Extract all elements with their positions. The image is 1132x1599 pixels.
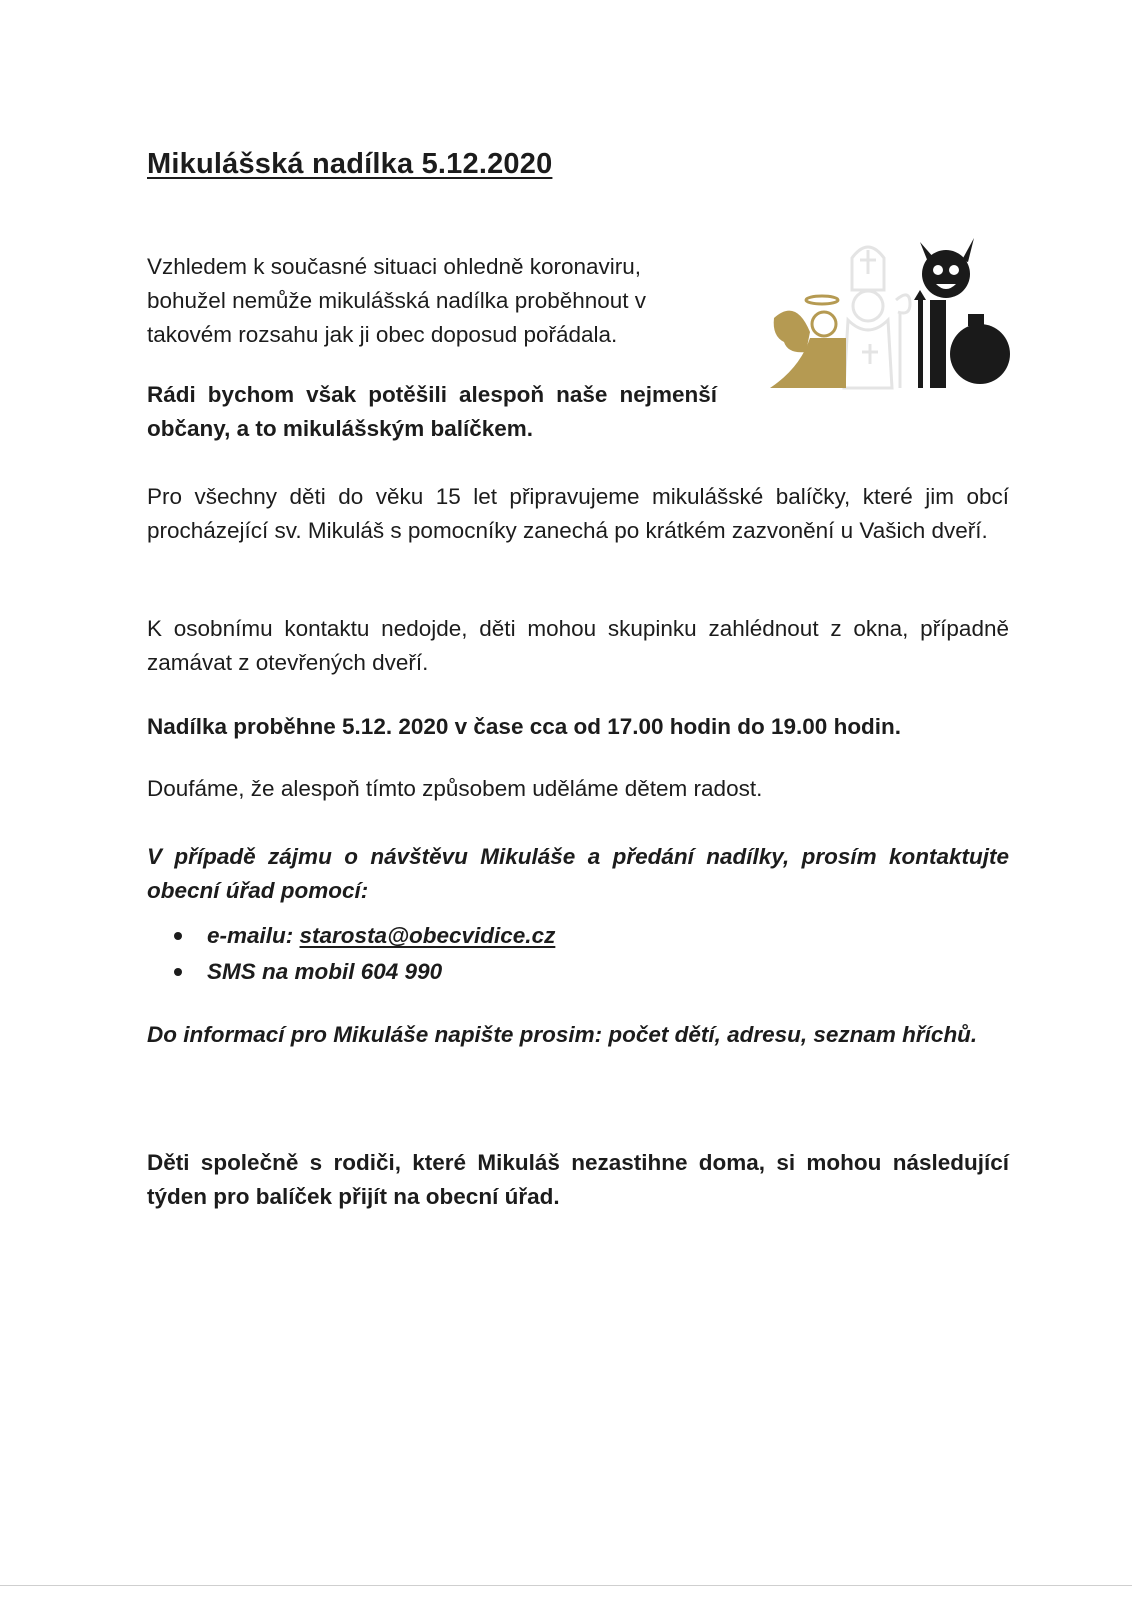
contact-paragraph: K osobnímu kontaktu nedojde, děti mohou skupinku zahlédnout z okna, případně zamávat z otevřených dveří. [147, 616, 1009, 675]
hope-paragraph: Doufáme, že alespoň tímto způsobem uděláme dětem radost. [147, 776, 763, 801]
bullet-icon [174, 968, 182, 976]
email-prefix: e-mailu: [207, 923, 300, 948]
time-paragraph: Nadílka proběhne 5.12. 2020 v čase cca od 17.00 hodin do 19.00 hodin. [147, 714, 902, 739]
devil-icon [914, 238, 1010, 388]
page-bottom-edge [0, 1585, 1132, 1586]
email-link[interactable]: starosta@obecvidice.cz [299, 923, 556, 948]
list-item [172, 954, 555, 990]
interest-paragraph: V případě zájmu o návštěvu Mikuláše a předání nadílky, prosím kontaktujte obecní úřad pomocí: [147, 844, 1009, 903]
intro-bold-paragraph: Rádi bychom však potěšili alespoň naše nejmenší občany, a to mikulášským balíčkem. [147, 382, 717, 441]
contact-list [172, 918, 555, 990]
bullet-icon [174, 932, 182, 940]
list-item [172, 918, 555, 954]
sms-contact: SMS na mobil 604 990 [207, 959, 443, 984]
packages-paragraph: Pro všechny děti do věku 15 let připravujeme mikulášské balíčky, které jim obcí procházející sv. Mikuláš s pomocníky zanechá po krátkém zazvonění u Vašich dveří. [147, 484, 1009, 543]
intro-paragraph: Vzhledem k současné situaci ohledně koronaviru, bohužel nemůže mikulášská nadílka proběhnout v takovém rozsahu jak ji obec doposud pořádala. [147, 254, 647, 347]
info-paragraph: Do informací pro Mikuláše napište prosim: počet dětí, adresu, seznam hříchů. [147, 1022, 978, 1047]
document-title: Mikulášská nadílka 5.12.2020 [147, 148, 553, 180]
saint-nicholas-icon [844, 247, 910, 388]
mikulas-illustration [760, 228, 1010, 398]
pickup-paragraph: Děti společně s rodiči, které Mikuláš nezastihne doma, si mohou následující týden pro balíček přijít na obecní úřad. [147, 1150, 1009, 1209]
angel-icon [770, 296, 846, 388]
